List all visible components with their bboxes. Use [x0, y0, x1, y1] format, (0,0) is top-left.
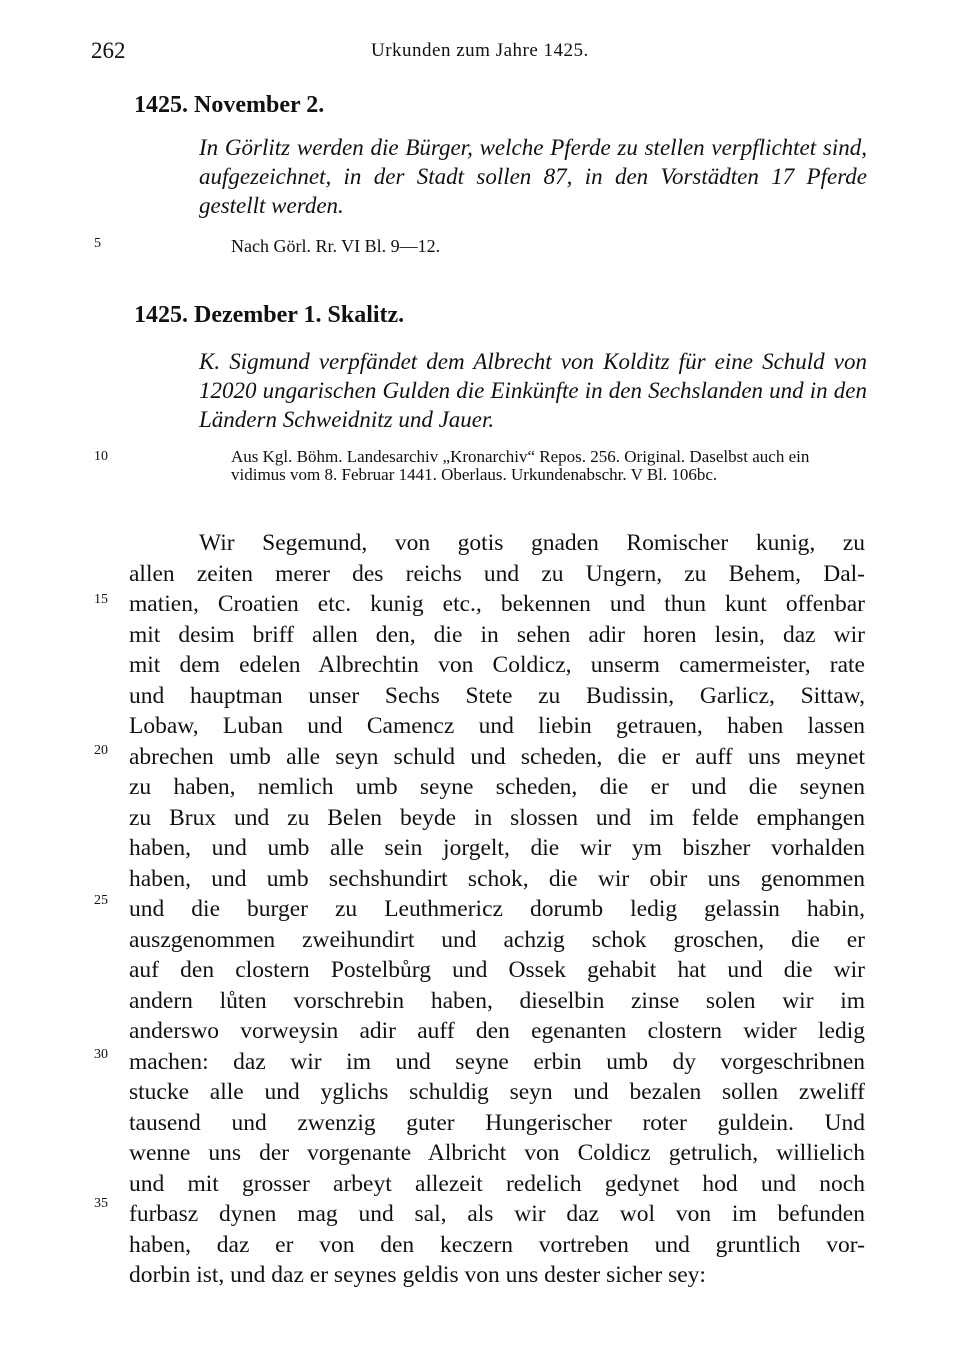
text-line: auszgenommen zweihundirt und achzig schok groschen, die er — [129, 926, 865, 953]
text-line: mit dem edelen Albrechtin von Coldicz, unserm camermeister, rate — [129, 652, 865, 678]
text-line: abrechen umb alle seyn schuld und scheden, die er auff uns meynet — [129, 743, 865, 770]
text-line: und die burger zu Leuthmericz dorumb ledig gelassin habin, — [129, 896, 865, 922]
line-number: 30 — [94, 1047, 108, 1062]
text-line: stucke alle und yglichs schuldig seyn und bezalen sollen zweliff — [129, 1079, 865, 1105]
text-line: furbasz dynen mag und sal, als wir daz wol von im befunden — [129, 1201, 865, 1227]
line-number: 20 — [94, 743, 108, 758]
line-number: 15 — [94, 592, 108, 607]
entry2-regest: K. Sigmund verpfändet dem Albrecht von Kolditz für eine Schuld von 12020 ungarischen Gulden die Einkünfte in den Sechslanden und in den Ländern Schweidnitz und Jauer. — [199, 349, 867, 432]
text-line: und mit grosser arbeyt allezeit redelich gedynet hod und noch — [129, 1170, 865, 1197]
text-line: machen: daz wir im und seyne erbin umb dy vorgeschribnen — [129, 1048, 865, 1075]
text-line: haben, und umb alle sein jorgelt, die wir ym biszher vorhalden — [129, 835, 865, 861]
text-line: tausend und zwenzig guter Hungerischer roter guldein. Und — [129, 1109, 865, 1136]
text-line: zu haben, nemlich umb seyne scheden, die er und die seynen — [129, 774, 865, 800]
text-line: und hauptman unser Sechs Stete zu Budissin, Garlicz, Sittaw, — [129, 682, 865, 709]
text-line: anderswo vorweysin adir auff den egenanten clostern wider ledig — [129, 1018, 865, 1044]
text-line: auf den clostern Postelbůrg und Ossek gehabit hat und die wir — [129, 957, 865, 983]
text-line: matien, Croatien etc. kunig etc., bekennen und thun kunt offenbar — [129, 591, 865, 617]
text-line: Lobaw, Luban und Camencz und liebin getrauen, haben lassen — [129, 713, 865, 739]
text-line: Wir Segemund, von gotis gnaden Romischer kunig, zu — [199, 530, 865, 556]
text-line: mit desim briff allen den, die in sehen adir horen lesin, daz wir — [129, 621, 865, 648]
text-line: haben, und umb sechshundirt schok, die wir obir uns genommen — [129, 865, 865, 892]
line-number: 25 — [94, 893, 108, 908]
text-line: allen zeiten merer des reichs und zu Ungern, zu Behem, Dal- — [129, 560, 865, 587]
document-body — [129, 528, 865, 1291]
entry1-date: 1425. November 2. — [134, 92, 325, 118]
entry1-regest: In Görlitz werden die Bürger, welche Pferde zu stellen verpflichtet sind, aufgezeichnet, in der Stadt sollen 87, in den Vorstädten 17 Pferde gestellt werden. — [199, 135, 867, 218]
text-line: andern lůten vorschrebin haben, dieselbin zinse solen wir im — [129, 987, 865, 1014]
text-line: haben, daz er von den keczern vortreben und gruntlich vor- — [129, 1231, 865, 1258]
line-number: 35 — [94, 1196, 108, 1211]
entry2-date: 1425. Dezember 1. Skalitz. — [134, 302, 405, 328]
text-line: zu Brux und zu Belen beyde in slossen und im felde emphangen — [129, 804, 865, 831]
entry2-source: Aus Kgl. Böhm. Landesarchiv „Kronarchiv“ Repos. 256. Original. Daselbst auch ein vidimus vom 8. Februar 1441. Oberlaus. Urkundenabschr. V Bl. 106bc. — [231, 447, 810, 484]
text-line: dorbin ist, und daz er seynes geldis von uns dester sicher sey: — [129, 1262, 706, 1288]
page-number: 262 — [91, 38, 126, 63]
running-title: Urkunden zum Jahre 1425. — [371, 40, 589, 61]
entry1-source: Nach Görl. Rr. VI Bl. 9—12. — [231, 236, 441, 256]
line-number: 10 — [94, 449, 108, 464]
line-number: 5 — [94, 236, 101, 251]
text-line: wenne uns der vorgenante Albricht von Coldicz getrulich, willielich — [129, 1140, 865, 1166]
